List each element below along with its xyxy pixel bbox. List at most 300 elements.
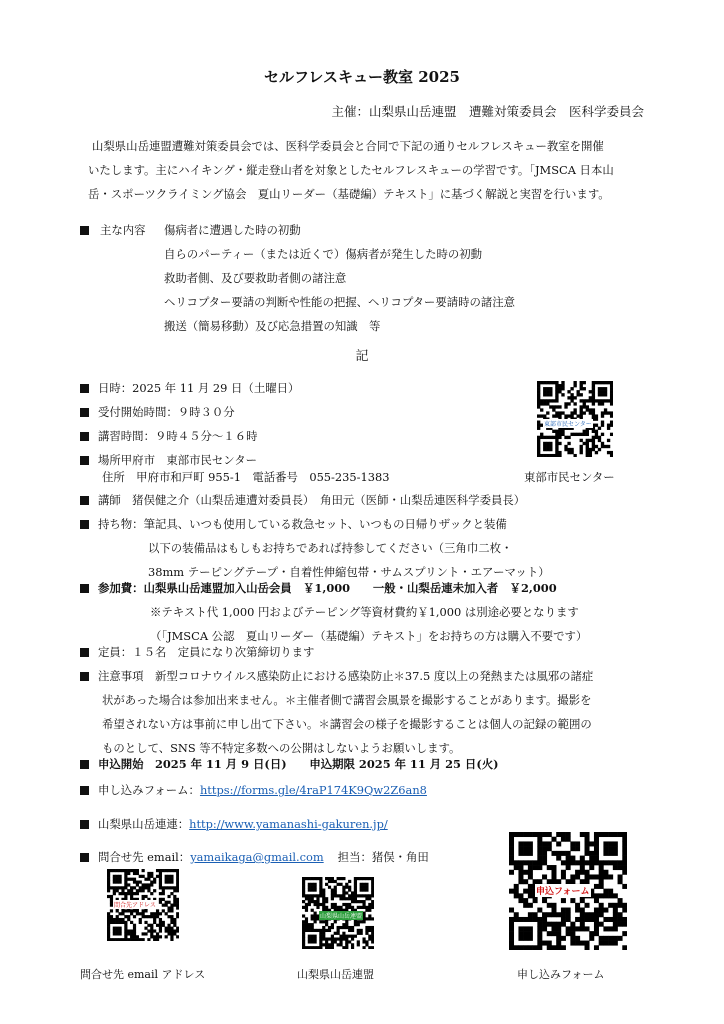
qr-module xyxy=(595,381,598,384)
qr-module xyxy=(601,445,604,448)
qr-module xyxy=(618,922,623,927)
qr-module xyxy=(167,927,170,930)
qr-module xyxy=(156,869,159,872)
qr-module xyxy=(339,894,342,897)
qr-module xyxy=(537,917,542,922)
qr-module xyxy=(127,892,130,895)
qr-module xyxy=(575,926,580,931)
qr-module xyxy=(585,841,590,846)
qr-module xyxy=(547,922,552,927)
bullet-icon xyxy=(80,408,89,417)
qr-module xyxy=(610,451,613,454)
qr-module xyxy=(528,926,533,931)
qr-module xyxy=(167,886,170,889)
qr-module xyxy=(325,920,328,923)
qr-module xyxy=(543,381,546,384)
qr-module xyxy=(153,918,156,921)
bullet-icon xyxy=(80,432,89,441)
qr-module xyxy=(518,936,523,941)
qr-module xyxy=(542,851,547,856)
qr-module xyxy=(598,436,601,439)
qr-module xyxy=(368,897,371,900)
qr-module xyxy=(580,922,585,927)
qr-module xyxy=(555,381,558,384)
qr-module xyxy=(607,424,610,427)
qr-module xyxy=(613,841,618,846)
qr-module xyxy=(613,917,618,922)
qr-module xyxy=(150,932,153,935)
qr-module xyxy=(107,929,110,932)
qr-module xyxy=(322,891,325,894)
qr-module xyxy=(570,448,573,451)
qr-module xyxy=(540,454,543,457)
contact-email-link[interactable]: yamaikaga@gmail.com xyxy=(190,850,324,864)
qr-module xyxy=(156,924,159,927)
detail-instructors: 講師 猪俣健之介（山梨岳連遭対委員長） 角田元（医師・山梨岳連医科学委員長） xyxy=(80,492,525,508)
qr-module xyxy=(589,931,594,936)
qr-module xyxy=(124,872,127,875)
qr-module xyxy=(546,390,549,393)
qr-module xyxy=(360,889,363,892)
qr-module xyxy=(322,906,325,909)
qr-module xyxy=(325,883,328,886)
qr-module xyxy=(566,837,571,842)
qr-module xyxy=(566,860,571,865)
qr-module xyxy=(518,865,523,870)
qr-module xyxy=(116,878,119,881)
qr-module xyxy=(371,891,374,894)
qr-module xyxy=(348,880,351,883)
qr-module xyxy=(618,832,623,837)
qr-module xyxy=(357,943,360,946)
qr-module xyxy=(580,860,585,865)
qr-module xyxy=(603,936,608,941)
qr-module xyxy=(334,886,337,889)
qr-module xyxy=(316,894,319,897)
qr-module xyxy=(130,892,133,895)
qr-module xyxy=(319,940,322,943)
contents-label: 主な内容 xyxy=(80,222,146,238)
qr-module xyxy=(537,405,540,408)
qr-module xyxy=(546,402,549,405)
qr-module xyxy=(311,886,314,889)
qr-module xyxy=(580,832,585,837)
qr-module xyxy=(167,869,170,872)
qr-module xyxy=(144,886,147,889)
qr-module xyxy=(603,917,608,922)
qr-module xyxy=(119,912,122,915)
qr-module xyxy=(601,381,604,384)
qr-module xyxy=(133,872,136,875)
qr-module xyxy=(580,414,583,417)
qr-module xyxy=(311,883,314,886)
qr-module xyxy=(610,421,613,424)
detail-form: 申し込みフォーム：https://forms.gle/4raP174K9Qw2Z6an8 xyxy=(80,782,427,798)
qr-module xyxy=(528,865,533,870)
qr-module xyxy=(331,880,334,883)
contents-item: 救助者側、及び要救助者側の諸注意 xyxy=(164,271,347,285)
qr-module xyxy=(599,874,604,879)
qr-module xyxy=(107,886,110,889)
qr-module xyxy=(580,865,585,870)
qr-module xyxy=(509,941,514,946)
contents-item: 搬送（簡易移動）及び応急措置の知識 等 xyxy=(164,319,381,333)
qr-module xyxy=(159,901,162,904)
qr-module xyxy=(337,877,340,880)
qr-module xyxy=(345,906,348,909)
qr-module xyxy=(124,924,127,927)
qr-module xyxy=(585,926,590,931)
qr-module xyxy=(162,886,165,889)
qr-module xyxy=(537,399,540,402)
qr-module xyxy=(518,926,523,931)
qr-module xyxy=(311,914,314,917)
federation-link[interactable]: http://www.yamanashi-gakuren.jp/ xyxy=(189,817,388,831)
qr-module xyxy=(314,877,317,880)
detail-belongings: 持ち物：筆記具、いつも使用している救急セット、いつもの日帰りザックと装備 xyxy=(80,516,507,532)
qr-module xyxy=(555,445,558,448)
qr-module xyxy=(331,943,334,946)
email-qr-code[interactable] xyxy=(107,869,179,941)
qr-module xyxy=(107,872,110,875)
detail-address: 住所 甲府市和戸町 955-1 電話番号 055-235-1383 xyxy=(102,470,390,484)
qr-module xyxy=(561,917,566,922)
qr-module xyxy=(322,897,325,900)
qr-module xyxy=(610,414,613,417)
qr-module xyxy=(368,929,371,932)
qr-module xyxy=(537,832,542,837)
qr-module xyxy=(107,878,110,881)
qr-module xyxy=(509,945,514,950)
qr-module xyxy=(362,906,365,909)
qr-module xyxy=(518,945,523,950)
qr-module xyxy=(136,889,139,892)
qr-module xyxy=(159,898,162,901)
qr-module xyxy=(371,886,374,889)
qr-module xyxy=(589,860,594,865)
form-qr-code[interactable] xyxy=(509,832,627,950)
qr-module xyxy=(139,918,142,921)
qr-module xyxy=(124,886,127,889)
qr-module xyxy=(599,870,604,875)
qr-module xyxy=(339,906,342,909)
qr-module xyxy=(130,889,133,892)
qr-module xyxy=(608,926,613,931)
qr-module xyxy=(371,940,374,943)
qr-module xyxy=(130,932,133,935)
qr-module xyxy=(156,909,159,912)
qr-module xyxy=(130,912,133,915)
qr-module xyxy=(121,869,124,872)
qr-module xyxy=(598,390,601,393)
qr-module xyxy=(570,387,573,390)
qr-module xyxy=(547,903,552,908)
qr-module xyxy=(577,390,580,393)
qr-module xyxy=(585,860,590,865)
qr-module xyxy=(368,946,371,949)
qr-module xyxy=(170,881,173,884)
qr-module xyxy=(170,935,173,938)
qr-module xyxy=(121,909,124,912)
qr-module xyxy=(555,448,558,451)
qr-module xyxy=(339,883,342,886)
qr-module xyxy=(107,927,110,930)
qr-module xyxy=(119,929,122,932)
qr-module xyxy=(546,399,549,402)
qr-module xyxy=(170,918,173,921)
qr-module xyxy=(354,900,357,903)
qr-module xyxy=(598,448,601,451)
qr-module xyxy=(142,912,145,915)
qr-module xyxy=(170,904,173,907)
qr-module xyxy=(113,929,116,932)
venue-qr-caption: 東部市民センター xyxy=(524,470,615,484)
qr-module xyxy=(127,909,130,912)
contents-item: ヘリコプター要請の判断や性能の把握、ヘリコプター要請時の諸注意 xyxy=(164,295,516,309)
qr-module xyxy=(575,903,580,908)
qr-module xyxy=(371,900,374,903)
qr-module xyxy=(610,402,613,405)
qr-module xyxy=(173,895,176,898)
qr-module xyxy=(314,935,317,938)
qr-module xyxy=(613,903,618,908)
qr-module xyxy=(561,908,566,913)
qr-module xyxy=(610,393,613,396)
qr-module xyxy=(537,941,542,946)
qr-module xyxy=(594,884,599,889)
qr-module xyxy=(142,875,145,878)
qr-module xyxy=(546,387,549,390)
qr-module xyxy=(592,448,595,451)
qr-module xyxy=(583,411,586,414)
qr-module xyxy=(603,941,608,946)
qr-module xyxy=(601,414,604,417)
qr-module xyxy=(556,922,561,927)
qr-module xyxy=(537,445,540,448)
qr-module xyxy=(523,846,528,851)
qr-module xyxy=(543,448,546,451)
qr-module xyxy=(570,396,573,399)
qr-module xyxy=(586,433,589,436)
qr-module xyxy=(598,387,601,390)
qr-module xyxy=(325,937,328,940)
qr-module xyxy=(514,889,519,894)
qr-module xyxy=(518,832,523,837)
qr-module xyxy=(518,851,523,856)
qr-module xyxy=(110,895,113,898)
qr-module xyxy=(537,381,540,384)
qr-module xyxy=(589,912,594,917)
qr-module xyxy=(592,430,595,433)
qr-module xyxy=(162,889,165,892)
qr-module xyxy=(314,920,317,923)
qr-module xyxy=(167,929,170,932)
qr-module xyxy=(371,906,374,909)
qr-module xyxy=(319,946,322,949)
qr-module xyxy=(153,889,156,892)
qr-module xyxy=(331,891,334,894)
qr-module xyxy=(583,433,586,436)
qr-module xyxy=(540,399,543,402)
qr-module xyxy=(371,929,374,932)
qr-module xyxy=(523,917,528,922)
qr-module xyxy=(110,886,113,889)
qr-module xyxy=(523,936,528,941)
qr-module xyxy=(583,442,586,445)
qr-module xyxy=(334,932,337,935)
qr-module xyxy=(555,414,558,417)
qr-module xyxy=(580,898,585,903)
qr-module xyxy=(116,932,119,935)
qr-module xyxy=(575,846,580,851)
qr-module xyxy=(537,436,540,439)
qr-module xyxy=(110,869,113,872)
qr-module xyxy=(589,399,592,402)
qr-module xyxy=(604,411,607,414)
qr-module xyxy=(592,439,595,442)
qr-module xyxy=(147,875,150,878)
qr-module xyxy=(339,926,342,929)
qr-module xyxy=(613,936,618,941)
qr-module xyxy=(543,390,546,393)
qr-module xyxy=(543,387,546,390)
qr-module xyxy=(159,886,162,889)
qr-module xyxy=(360,877,363,880)
qr-module xyxy=(570,399,573,402)
qr-module xyxy=(573,454,576,457)
qr-module xyxy=(113,932,116,935)
qr-module xyxy=(556,931,561,936)
federation-qr-code[interactable] xyxy=(302,877,374,949)
qr-module xyxy=(514,832,519,837)
qr-module xyxy=(547,832,552,837)
qr-module xyxy=(153,935,156,938)
detail-capacity: 定員：１５名 定員になり次第締切ります xyxy=(80,644,314,660)
qr-module xyxy=(551,931,556,936)
qr-module xyxy=(365,883,368,886)
qr-module xyxy=(136,892,139,895)
qr-module xyxy=(594,837,599,842)
qr-module xyxy=(546,381,549,384)
qr-module xyxy=(570,414,573,417)
qr-module xyxy=(592,442,595,445)
form-link[interactable]: https://forms.gle/4raP174K9Qw2Z6an8 xyxy=(199,783,427,797)
qr-module xyxy=(580,393,583,396)
qr-module xyxy=(176,935,179,938)
qr-module xyxy=(302,926,305,929)
qr-module xyxy=(371,877,374,880)
qr-module xyxy=(556,945,561,950)
qr-module xyxy=(167,906,170,909)
qr-module xyxy=(316,877,319,880)
qr-module xyxy=(345,897,348,900)
qr-module xyxy=(368,894,371,897)
qr-module xyxy=(618,879,623,884)
qr-module xyxy=(607,411,610,414)
detail-notes: 注意事項 新型コロナウイルス感染防止における感染防止＊37.5 度以上の発熱または風邪の諸症 xyxy=(80,668,593,684)
qr-module xyxy=(608,841,613,846)
qr-module xyxy=(540,381,543,384)
qr-module xyxy=(142,938,145,941)
qr-module xyxy=(586,445,589,448)
qr-module xyxy=(110,915,113,918)
qr-module xyxy=(314,937,317,940)
qr-module xyxy=(176,912,179,915)
qr-module xyxy=(110,938,113,941)
qr-module xyxy=(622,945,627,950)
qr-module xyxy=(537,448,540,451)
qr-module xyxy=(162,898,165,901)
qr-module xyxy=(130,938,133,941)
qr-module xyxy=(322,926,325,929)
qr-module xyxy=(549,381,552,384)
qr-module xyxy=(167,901,170,904)
qr-module xyxy=(583,430,586,433)
qr-module xyxy=(592,411,595,414)
qr-module xyxy=(308,937,311,940)
qr-module xyxy=(316,946,319,949)
qr-module xyxy=(314,914,317,917)
venue-qr-code[interactable] xyxy=(537,381,613,457)
qr-module xyxy=(566,926,571,931)
qr-module xyxy=(523,931,528,936)
qr-module xyxy=(150,929,153,932)
qr-module xyxy=(142,895,145,898)
qr-module xyxy=(150,872,153,875)
qr-module xyxy=(311,894,314,897)
qr-module xyxy=(328,929,331,932)
qr-module xyxy=(337,883,340,886)
qr-module xyxy=(322,889,325,892)
qr-module xyxy=(592,384,595,387)
qr-module xyxy=(558,414,561,417)
qr-module xyxy=(121,918,124,921)
qr-module xyxy=(561,384,564,387)
qr-module xyxy=(150,927,153,930)
qr-module xyxy=(556,936,561,941)
qr-module xyxy=(365,897,368,900)
qr-module xyxy=(334,906,337,909)
qr-module xyxy=(331,889,334,892)
qr-module xyxy=(305,877,308,880)
qr-module xyxy=(302,932,305,935)
qr-module xyxy=(589,851,594,856)
qr-module xyxy=(573,402,576,405)
qr-module xyxy=(113,927,116,930)
email-qr-overlay: 問合先アドレス xyxy=(114,902,156,909)
qr-module xyxy=(607,445,610,448)
qr-module xyxy=(156,938,159,941)
qr-module xyxy=(130,929,133,932)
qr-module xyxy=(537,846,542,851)
qr-module xyxy=(543,454,546,457)
qr-module xyxy=(357,877,360,880)
qr-module xyxy=(116,875,119,878)
qr-module xyxy=(608,832,613,837)
qr-module xyxy=(136,938,139,941)
contents-item: 自らのパーティー（または近くで）傷病者が発生した時の初動 xyxy=(164,247,483,261)
qr-module xyxy=(348,886,351,889)
qr-module xyxy=(334,889,337,892)
qr-module xyxy=(586,439,589,442)
qr-module xyxy=(371,937,374,940)
qr-module xyxy=(595,424,598,427)
qr-module xyxy=(603,926,608,931)
qr-module xyxy=(509,846,514,851)
qr-module xyxy=(144,895,147,898)
qr-module xyxy=(144,927,147,930)
qr-module xyxy=(567,442,570,445)
